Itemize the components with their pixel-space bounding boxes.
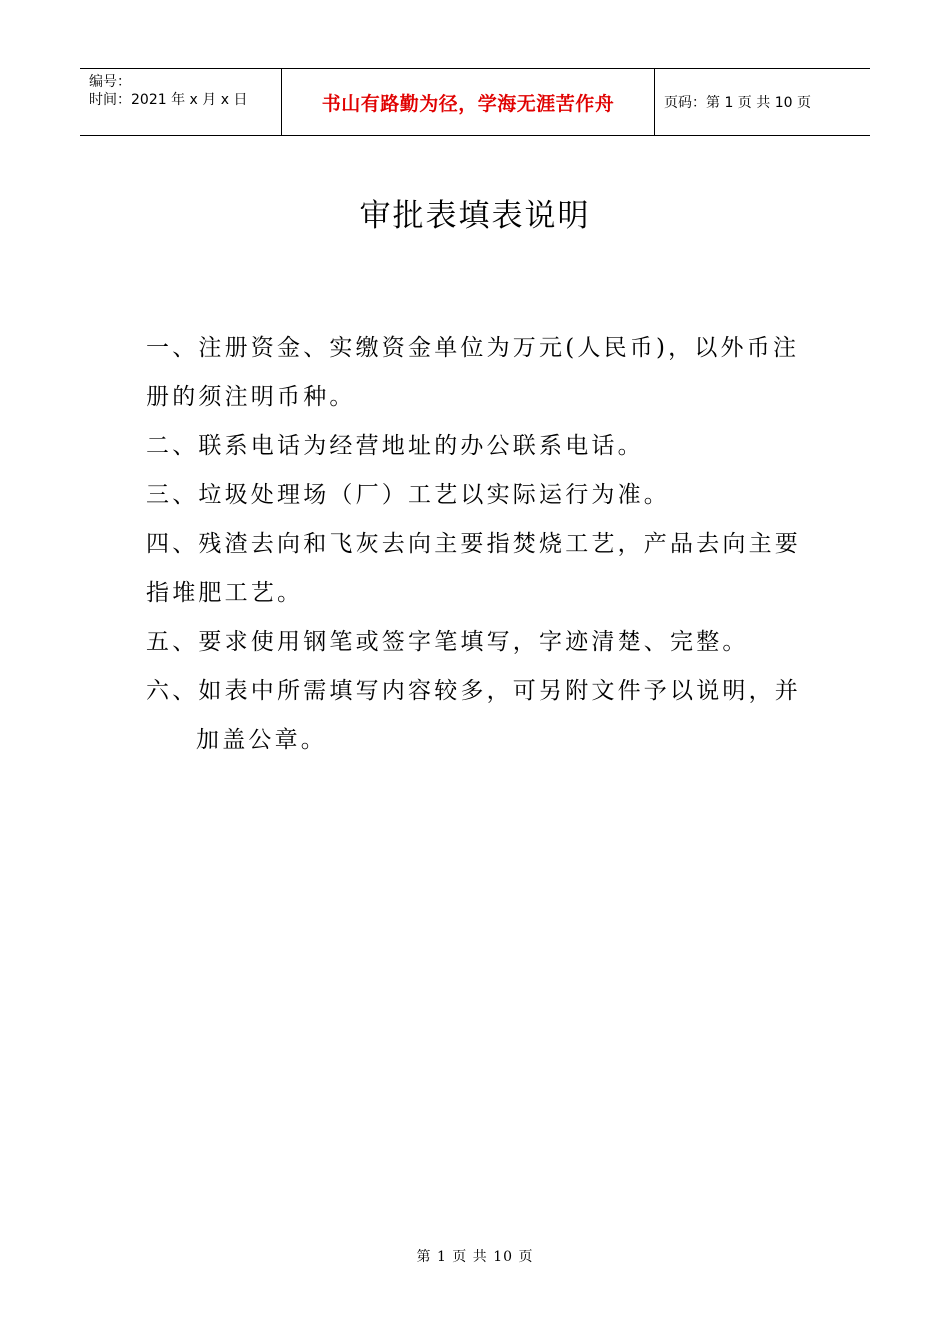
page-footer: 第 1 页 共 10 页 xyxy=(416,1249,534,1265)
instruction-item-6: 六、如表中所需填写内容较多，可另附文件予以说明，并加盖公章。 xyxy=(146,678,801,753)
motto-text: 书山有路勤为径，学海无涯苦作舟 xyxy=(321,92,615,115)
instructions-body xyxy=(146,324,811,765)
header-motto-cell xyxy=(281,69,655,135)
instruction-item-2: 二、联系电话为经营地址的办公联系电话。 xyxy=(146,433,644,459)
instruction-item-4: 四、残渣去向和飞灰去向主要指焚烧工艺，产品去向主要指堆肥工艺。 xyxy=(146,531,801,606)
header-table xyxy=(80,68,870,136)
header-meta-cell xyxy=(80,69,281,135)
page-info: 页码：第 1 页 共 10 页 xyxy=(664,95,811,111)
number-label: 编号： xyxy=(89,74,131,90)
header-page-cell xyxy=(655,69,870,135)
instruction-item-1: 一、注册资金、实缴资金单位为万元(人民币)，以外币注册的须注明币种。 xyxy=(146,335,800,410)
instruction-item-5: 五、要求使用钢笔或签字笔填写，字迹清楚、完整。 xyxy=(146,629,749,655)
instruction-item-3: 三、垃圾处理场（厂）工艺以实际运行为准。 xyxy=(146,482,670,508)
time-label: 时间：2021 年 x 月 x 日 xyxy=(89,92,248,108)
page-title: 审批表填表说明 xyxy=(359,198,591,234)
